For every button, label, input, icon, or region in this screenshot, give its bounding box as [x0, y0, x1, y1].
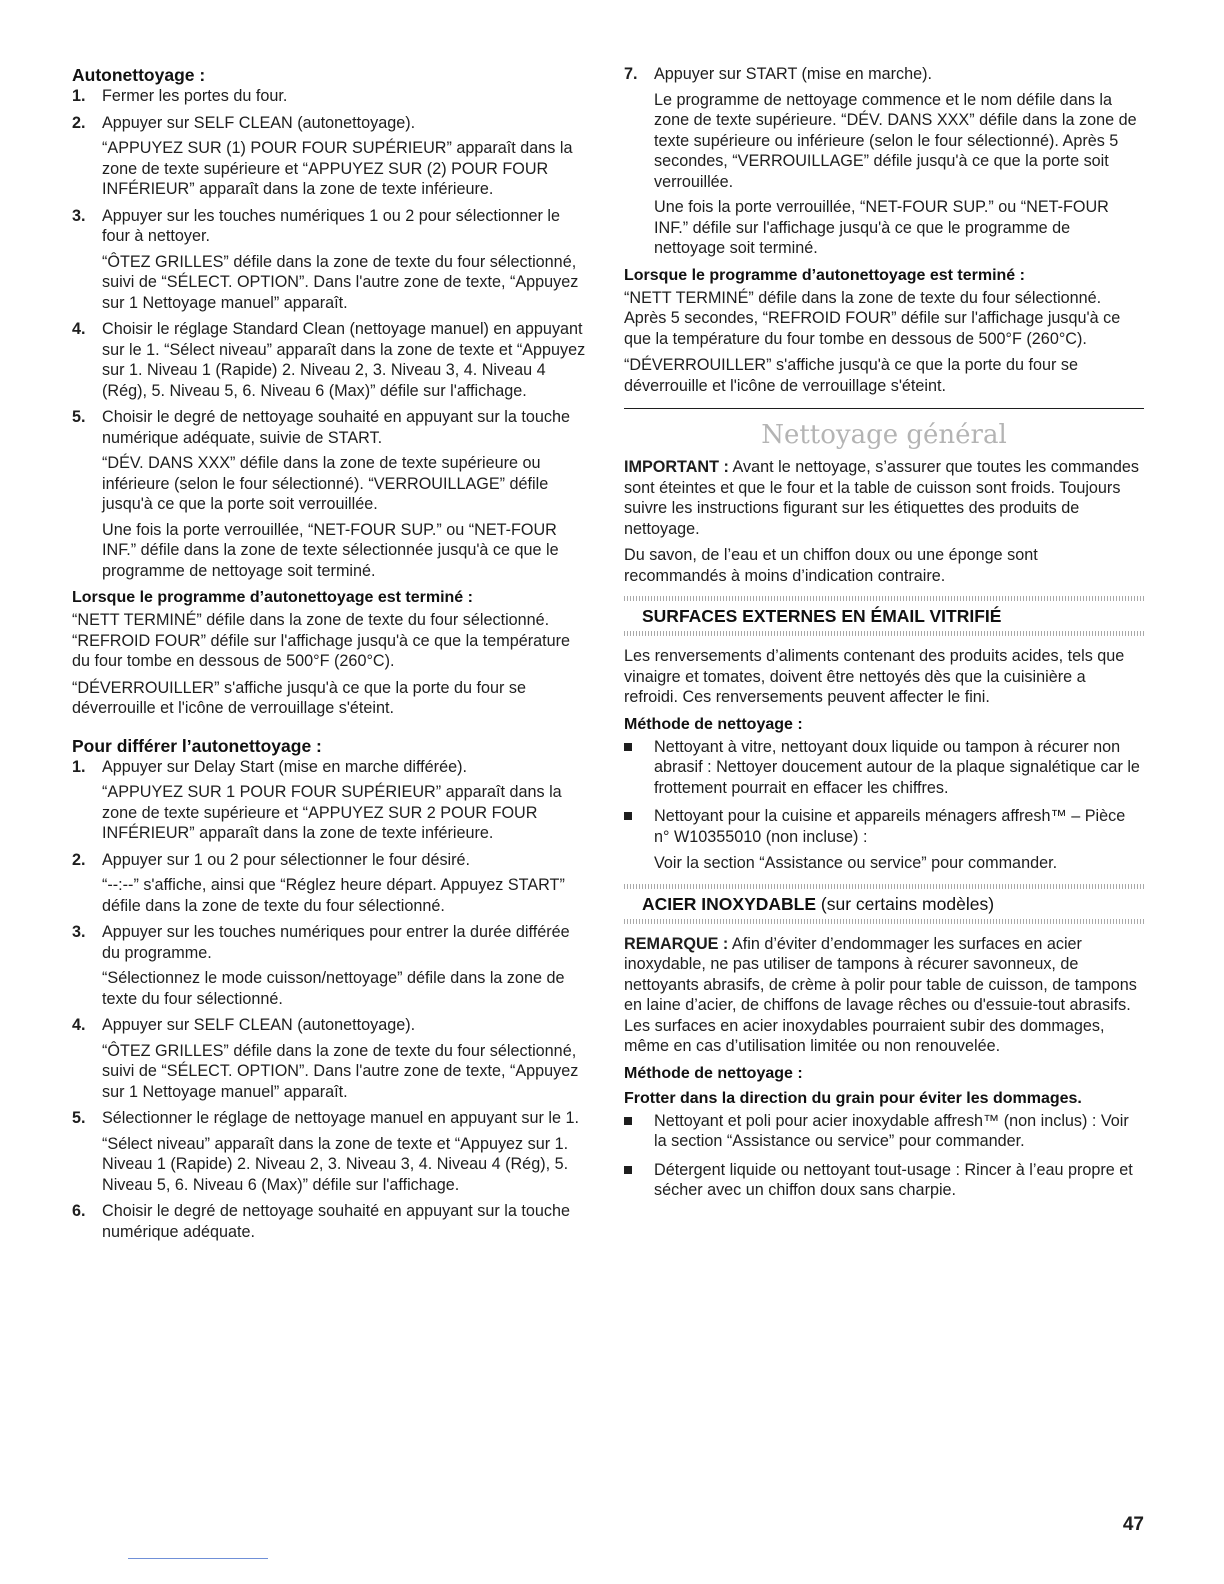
square-bullet-icon: [624, 812, 632, 820]
remarque-label: REMARQUE :: [624, 934, 729, 953]
step-item: [72, 1015, 587, 1102]
step-note: Une fois la porte verrouillée, “NET-FOUR SUP.” ou “NET-FOUR INF.” défile sur l'affichage jusqu'à ce que le programme de nettoyage soit terminé.: [654, 198, 1109, 257]
step-item: [72, 1108, 587, 1195]
step-note: Le programme de nettoyage commence et le nom défile dans la zone de texte supérieure. “DÉV. DANS XXX” défile dans la zone de texte supérieure ou inférieure (selon le four sélectionné). Après 5 secondes, “VERROUILLAGE” défile jusqu'à ce que la porte soit verrouillée.: [654, 90, 1137, 191]
email-method-heading: Méthode de nettoyage :: [624, 715, 803, 733]
bullet-text: Nettoyant pour la cuisine et appareils ménagers affresh™ – Pièce n° W10355010 (non incluse) :: [654, 807, 1126, 846]
step-text: Appuyer sur START (mise en marche).: [654, 65, 932, 83]
list-item: [624, 1160, 1144, 1201]
bullet-text: Détergent liquide ou nettoyant tout-usage : Rincer à l’eau propre et sécher avec un chiffon doux sans charpie.: [654, 1160, 1133, 1199]
step-item: [624, 64, 1144, 259]
termine-paragraph: “DÉVERROUILLER” s'affiche jusqu'à ce que la porte du four se déverrouille et l'icône de verrouillage s'éteint.: [72, 678, 526, 717]
termine-paragraph: “NETT TERMINÉ” défile dans la zone de texte du four sélectionné. “REFROID FOUR” défile sur l'affichage jusqu'à ce que la température du four tombe en dessous de 500°F (260°C).: [72, 611, 571, 670]
step-note: Une fois la porte verrouillée, “NET-FOUR SUP.” ou “NET-FOUR INF.” défile dans la zone de texte sélectionnée jusqu'à ce que le programme de nettoyage soit terminé.: [102, 520, 559, 580]
acier-method-heading: Méthode de nettoyage :: [624, 1064, 803, 1082]
acier-section-header: [624, 884, 1144, 924]
termine-heading: Lorsque le programme d’autonettoyage est terminé :: [624, 266, 1025, 284]
step-text: Sélectionner le réglage de nettoyage manuel en appuyant sur le 1.: [102, 1109, 579, 1127]
step-number: 2.: [72, 113, 86, 132]
step-item: [72, 757, 587, 844]
important-text: Avant le nettoyage, s’assurer que toutes les commandes sont éteintes et que le four et la table de cuisson sont froids. Toujours suivre les instructions figurant sur les étiquettes des produits de nettoyage.: [624, 458, 1139, 538]
step-item: [72, 922, 587, 1009]
step-text: Appuyer sur Delay Start (mise en marche différée).: [102, 757, 467, 776]
step-number: 7.: [624, 65, 638, 83]
termine-heading: Lorsque le programme d’autonettoyage est terminé :: [72, 589, 473, 606]
acier-title-sub: (sur certains modèles): [816, 893, 995, 914]
left-column: [72, 64, 587, 1248]
email-section-header: [624, 596, 1144, 636]
important-paragraph: [624, 457, 1144, 539]
right-column: [624, 64, 1144, 1209]
step-item: [72, 86, 587, 107]
step-text: Appuyer sur les touches numériques pour entrer la durée différée du programme.: [102, 923, 570, 962]
square-bullet-icon: [624, 1166, 632, 1174]
step-number: 5.: [72, 408, 86, 426]
step-text: Fermer les portes du four.: [102, 87, 288, 105]
step-number: 6.: [72, 1202, 86, 1220]
email-section-title: SURFACES EXTERNES EN ÉMAIL VITRIFIÉ: [642, 606, 1002, 626]
step-note: “APPUYEZ SUR (1) POUR FOUR SUPÉRIEUR” apparaît dans la zone de texte supérieure et “APPUYEZ SUR (2) POUR FOUR INFÉRIEUR” apparaît dans la zone de texte inférieure.: [102, 139, 573, 198]
differer-heading: Pour différer l’autonettoyage :: [72, 735, 322, 756]
list-item: [624, 1111, 1144, 1152]
bullet-note: Voir la section “Assistance ou service” pour commander.: [654, 854, 1058, 872]
step-number: 4.: [72, 320, 86, 338]
step-text: Choisir le degré de nettoyage souhaité en appuyant sur la touche numérique adéquate, suivie de START.: [102, 408, 570, 447]
step-number: 1.: [72, 757, 86, 776]
hatch-line: [624, 919, 1144, 924]
page-number: 47: [1122, 1514, 1144, 1535]
step-item: [72, 113, 587, 200]
list-item: [624, 806, 1144, 874]
step-note: “APPUYEZ SUR 1 POUR FOUR SUPÉRIEUR” apparaît dans la zone de texte supérieure et “APPUYEZ SUR 2 POUR FOUR INFÉRIEUR” apparaît dans la zone de texte inférieure.: [102, 783, 562, 842]
bullet-text: Nettoyant et poli pour acier inoxydable affresh™ (non inclus) : Voir la section “Assistance ou service” pour commander.: [654, 1111, 1129, 1150]
step-text: Appuyer sur SELF CLEAN (autonettoyage).: [102, 113, 416, 132]
email-paragraph: Les renversements d’aliments contenant des produits acides, tels que vinaigre et tomates, doivent être nettoyés dès que la cuisinière a refroidi. Ces renversements peuvent affecter le fini.: [624, 647, 1125, 706]
acier-title-main: ACIER INOXYDABLE: [642, 893, 817, 914]
step-item: [72, 407, 587, 581]
step-text: Appuyer sur 1 ou 2 pour sélectionner le four désiré.: [102, 850, 471, 869]
step-item: [72, 206, 587, 314]
termine-paragraph: “NETT TERMINÉ” défile dans la zone de texte du four sélectionné. Après 5 secondes, “REFROID FOUR” défile sur l'affichage jusqu'à ce que la température du four tombe en dessous de 500°F (260°C).: [624, 288, 1121, 348]
autonettoyage-heading: Autonettoyage :: [72, 65, 206, 85]
step-item: [72, 1201, 587, 1242]
hatch-line: [624, 631, 1144, 636]
step-item: [72, 319, 587, 401]
step-note: “Sélect niveau” apparaît dans la zone de texte et “Appuyez sur 1. Niveau 1 (Rapide) 2. Niveau 2, 3. Niveau 3, 4. Niveau 4 (Rég), 5. Niveau 5, 6. Niveau 6 (Max)” défile sur l'affichage.: [102, 1134, 569, 1194]
step-note: “--:--” s'affiche, ainsi que “Réglez heure départ. Appuyez START” défile dans la zone de texte du four sélectionné.: [102, 876, 565, 915]
general-paragraph: Du savon, de l’eau et un chiffon doux ou une éponge sont recommandés à moins d’indication contraire.: [624, 546, 1038, 585]
step-note: “Sélectionnez le mode cuisson/nettoyage” défile dans la zone de texte du four sélectionné.: [102, 969, 565, 1008]
remarque-paragraph: [624, 934, 1144, 1057]
nettoyage-general-title: Nettoyage général: [761, 420, 1007, 450]
step-text: Appuyer sur les touches numériques 1 ou 2 pour sélectionner le four à nettoyer.: [102, 206, 561, 245]
step-number: 3.: [72, 206, 86, 225]
section-divider: [624, 408, 1144, 409]
step-item: [72, 850, 587, 917]
list-item: [624, 737, 1144, 799]
square-bullet-icon: [624, 743, 632, 751]
step-number: 5.: [72, 1109, 86, 1127]
bullet-text: Nettoyant à vitre, nettoyant doux liquide ou tampon à récurer non abrasif : Nettoyer doucement autour de la plaque signalétique car le frottement pourrait en effacer les chiffres.: [654, 737, 1140, 797]
grain-heading: Frotter dans la direction du grain pour éviter les dommages.: [624, 1089, 1082, 1107]
important-label: IMPORTANT :: [624, 458, 729, 476]
acier-section-title: [624, 889, 1144, 919]
step-note: “ÔTEZ GRILLES” défile dans la zone de texte du four sélectionné, suivi de “SÉLECT. OPTION”. Dans l'autre zone de texte, “Appuyez sur 1 Nettoyage manuel” apparaît.: [102, 252, 579, 312]
remarque-text: Afin d’éviter d’endommager les surfaces en acier inoxydable, ne pas utiliser de tampons à récurer savonneux, de nettoyants abrasifs, de crème à polir pour table de cuisson, de tampons en laine d’acier, de chiffons de lavage rêches ou d'essuie-tout abrasifs. Les surfaces en acier inoxydables pourraient subir des dommages, même en cas d’utilisation limitée ou non renouvelée.: [624, 934, 1137, 1055]
step-text: Appuyer sur SELF CLEAN (autonettoyage).: [102, 1016, 416, 1034]
step-text: Choisir le degré de nettoyage souhaité en appuyant sur la touche numérique adéquate.: [102, 1202, 570, 1241]
step-number: 1.: [72, 87, 86, 105]
termine-paragraph: “DÉVERROUILLER” s'affiche jusqu'à ce que la porte du four se déverrouille et l'icône de verrouillage s'éteint.: [624, 356, 1078, 395]
square-bullet-icon: [624, 1117, 632, 1125]
step-note: “ÔTEZ GRILLES” défile dans la zone de texte du four sélectionné, suivi de “SÉLECT. OPTION”. Dans l'autre zone de texte, “Appuyez sur 1 Nettoyage manuel” apparaît.: [102, 1041, 579, 1101]
step-note: “DÉV. DANS XXX” défile dans la zone de texte supérieure ou inférieure (selon le four sélectionné). “VERROUILLAGE” défile jusqu'à ce que la porte soit verrouillée.: [102, 454, 549, 513]
footer-line: [128, 1558, 268, 1559]
step-number: 3.: [72, 923, 86, 941]
step-number: 4.: [72, 1016, 86, 1034]
step-text: Choisir le réglage Standard Clean (nettoyage manuel) en appuyant sur le 1. “Sélect niveau” apparaît dans la zone de texte et “Appuyez sur 1. Niveau 1 (Rapide) 2. Niveau 2, 3. Niveau 3, 4. Niveau 4 (Rég), 5. Niveau 5, 6. Niveau 6 (Max)” défile sur l'affichage.: [102, 320, 586, 400]
step-number: 2.: [72, 850, 86, 869]
